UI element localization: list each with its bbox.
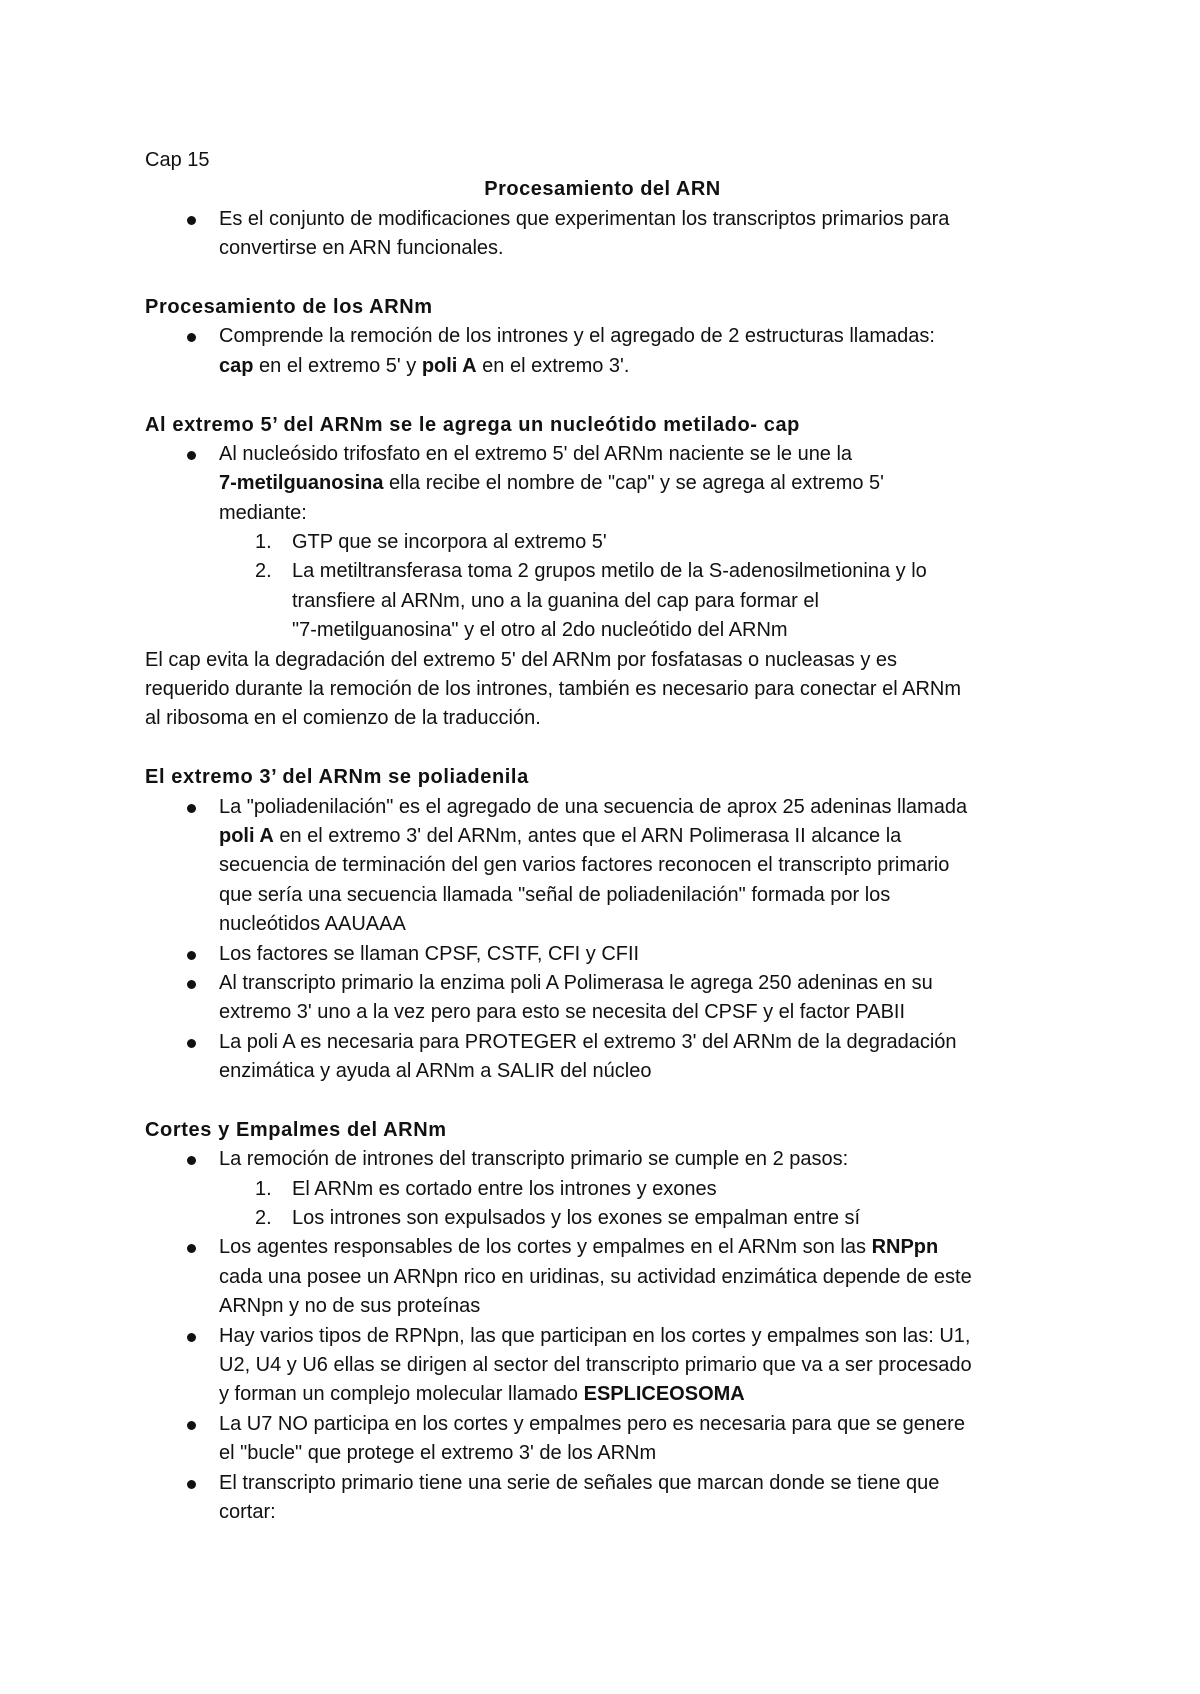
list-item: Los agentes responsables de los cortes y empalmes en el ARNm son las RNPpn cada una posee un ARNpn rico en uridinas, su actividad enzimática depende de este ARNpn y no de sus proteínas <box>145 1233 1060 1321</box>
section-heading-cortes: Cortes y Empalmes del ARNm <box>145 1118 447 1141</box>
numbered-item: 1. GTP que se incorpora al extremo 5' <box>255 531 607 554</box>
list-item: Los factores se llaman CPSF, CSTF, CFI y CFII <box>145 940 1060 969</box>
list-item: El transcripto primario tiene una serie de señales que marcan donde se tiene que cortar: <box>145 1469 1060 1528</box>
bullet-dot <box>187 333 196 342</box>
list-item: La poli A es necesaria para PROTEGER el extremo 3' del ARNm de la degradación enzimática y ayuda al ARNm a SALIR del núcleo <box>145 1028 1060 1087</box>
bullet-dot <box>187 451 196 460</box>
intro-bullet: Es el conjunto de modificaciones que experimentan los transcriptos primarios para convertirse en ARN funcionales. <box>145 205 1060 264</box>
bullet-dot <box>187 1244 196 1253</box>
list-item: La "poliadenilación" es el agregado de una secuencia de aprox 25 adeninas llamada poli A en el extremo 3' del ARNm, antes que el ARN Polimerasa II alcance la secuencia de terminación del gen varios factores reconocen el transcripto primario que sería una secuencia llamada "señal de poliadenilación" formada por los nucleótidos AAUAAA <box>145 793 1060 940</box>
bullet-dot <box>187 1421 196 1430</box>
page-title: Procesamiento del ARN <box>484 178 721 201</box>
list-item: Al nucleósido trifosfato en el extremo 5' del ARNm naciente se le une la 7-metilguanosina ella recibe el nombre de "cap" y se agrega al extremo 5' mediante: <box>145 440 1060 528</box>
bullet-dot <box>187 1156 196 1165</box>
bullet-dot <box>187 980 196 989</box>
bullet-dot <box>187 1039 196 1048</box>
list-item: Hay varios tipos de RPNpn, las que participan en los cortes y empalmes son las: U1, U2, U4 y U6 ellas se dirigen al sector del transcripto primario que va a ser procesado y forman un complejo molecular llamado ESPLICEOSOMA <box>145 1322 1060 1410</box>
bullet-dot <box>187 804 196 813</box>
list-item: Al transcripto primario la enzima poli A Polimerasa le agrega 250 adeninas en su extremo 3' uno a la vez pero para esto se necesita del CPSF y el factor PABII <box>145 969 1060 1028</box>
bullet-dot <box>187 216 196 225</box>
section-heading-poliadenila: El extremo 3’ del ARNm se poliadenila <box>145 766 529 789</box>
bullet-dot <box>187 1333 196 1342</box>
bullet-dot <box>187 951 196 960</box>
document-body <box>145 146 1060 1527</box>
paragraph: El cap evita la degradación del extremo 5' del ARNm por fosfatasas o nucleasas y es requerido durante la remoción de los intrones, también es necesario para conectar el ARNm al ribosoma en el comienzo de la traducción. <box>145 648 961 730</box>
section-heading-cap: Al extremo 5’ del ARNm se le agrega un nucleótido metilado- cap <box>145 413 800 436</box>
numbered-item: 2. Los intrones son expulsados y los exones se empalman entre sí <box>255 1207 861 1230</box>
list-item: La remoción de intrones del transcripto primario se cumple en 2 pasos: <box>145 1145 1060 1174</box>
chapter-label: Cap 15 <box>145 149 210 171</box>
section-heading-arnm: Procesamiento de los ARNm <box>145 295 433 318</box>
numbered-item: 1. El ARNm es cortado entre los intrones y exones <box>255 1177 717 1200</box>
bullet-dot <box>187 1480 196 1489</box>
list-item: La U7 NO participa en los cortes y empalmes pero es necesaria para que se genere el "bucle" que protege el extremo 3' de los ARNm <box>145 1410 1060 1469</box>
numbered-item: 2. La metiltransferasa toma 2 grupos metilo de la S-adenosilmetionina y lo transfiere al ARNm, uno a la guanina del cap para formar el "7-metilguanosina" y el otro al 2do nucleótido del ARNm <box>255 560 927 642</box>
list-item: Comprende la remoción de los intrones y el agregado de 2 estructuras llamadas: cap en el extremo 5' y poli A en el extremo 3'. <box>145 322 1060 381</box>
